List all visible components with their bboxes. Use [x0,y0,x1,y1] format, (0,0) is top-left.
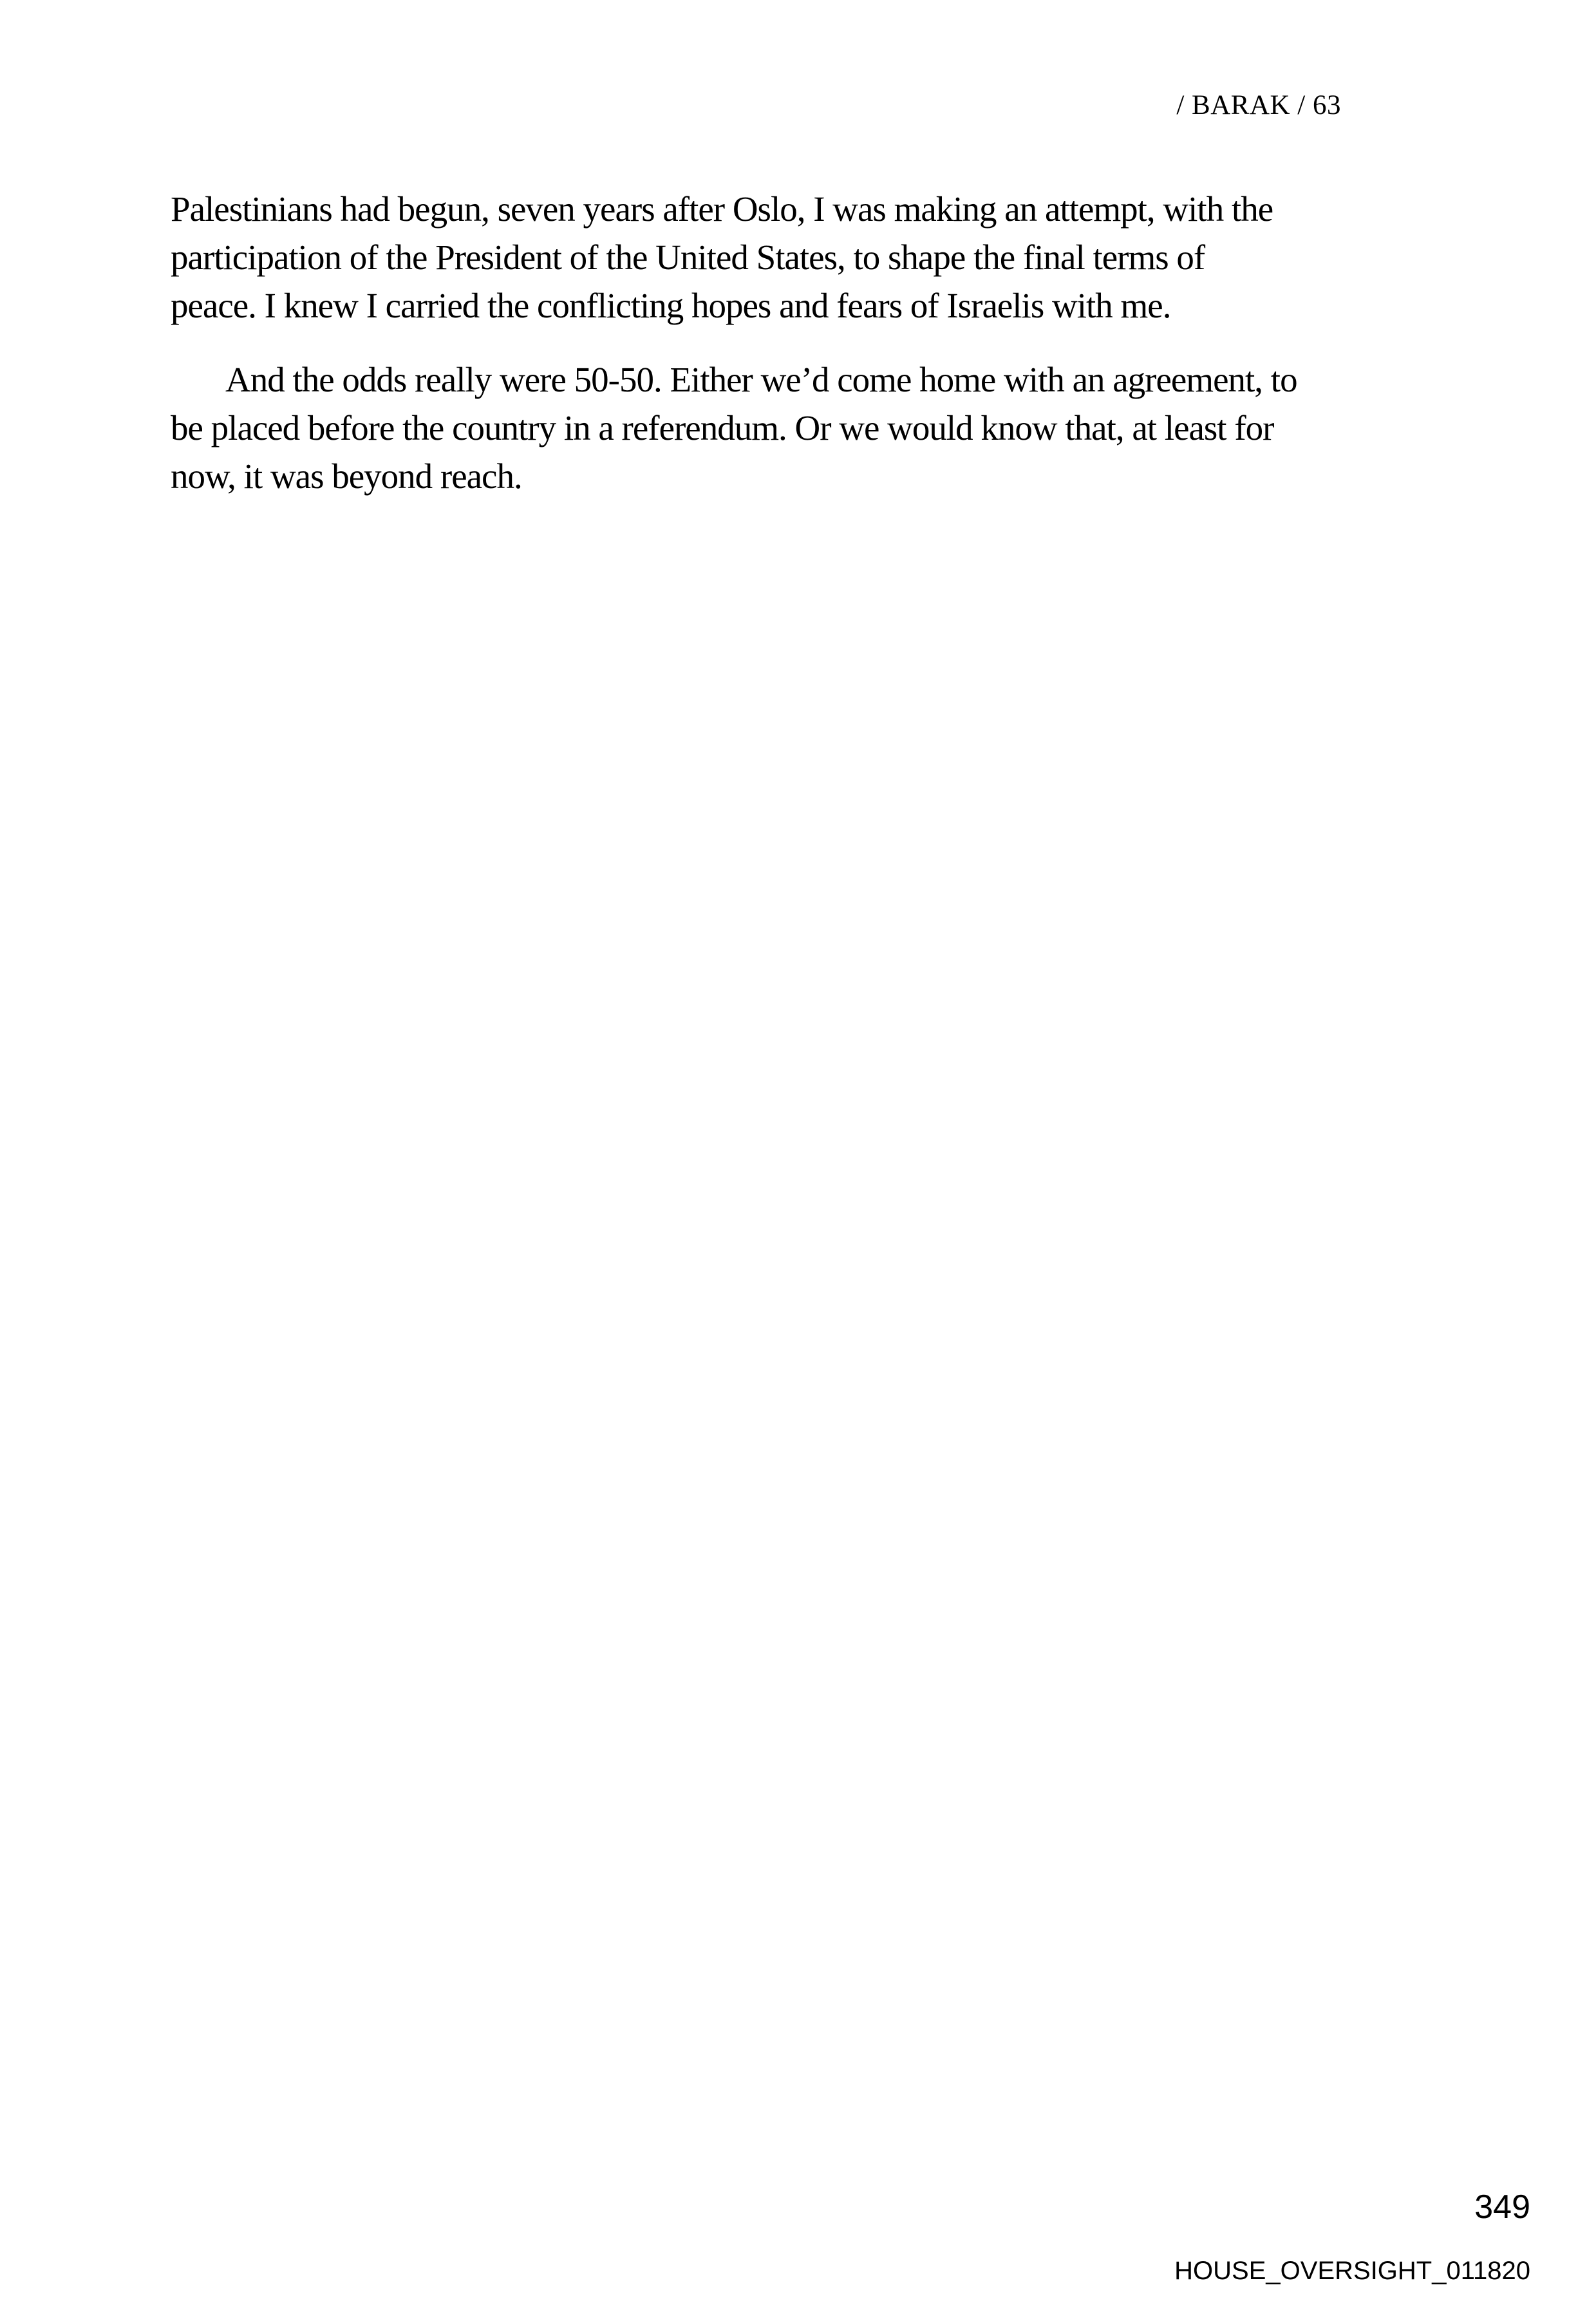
paragraph [171,185,1432,330]
bates-stamp: HOUSE_OVERSIGHT_011820 [1174,2257,1530,2285]
paragraph [171,355,1432,500]
page-number: 349 [1474,2188,1530,2226]
text-line: be placed before the country in a referendum. Or we would know that, at least for [171,408,1274,447]
running-head: / BARAK / 63 [1176,90,1341,120]
text-line: participation of the President of the United States, to shape the final terms of [171,238,1205,277]
text-line: And the odds really were 50-50. Either we’d come home with an agreement, to [225,360,1297,399]
text-line: Palestinians had begun, seven years after Oslo, I was making an attempt, with the [171,189,1273,229]
text-line: now, it was beyond reach. [171,456,522,496]
body-text [171,185,1432,500]
text-line: peace. I knew I carried the conflicting hopes and fears of Israelis with me. [171,286,1171,325]
